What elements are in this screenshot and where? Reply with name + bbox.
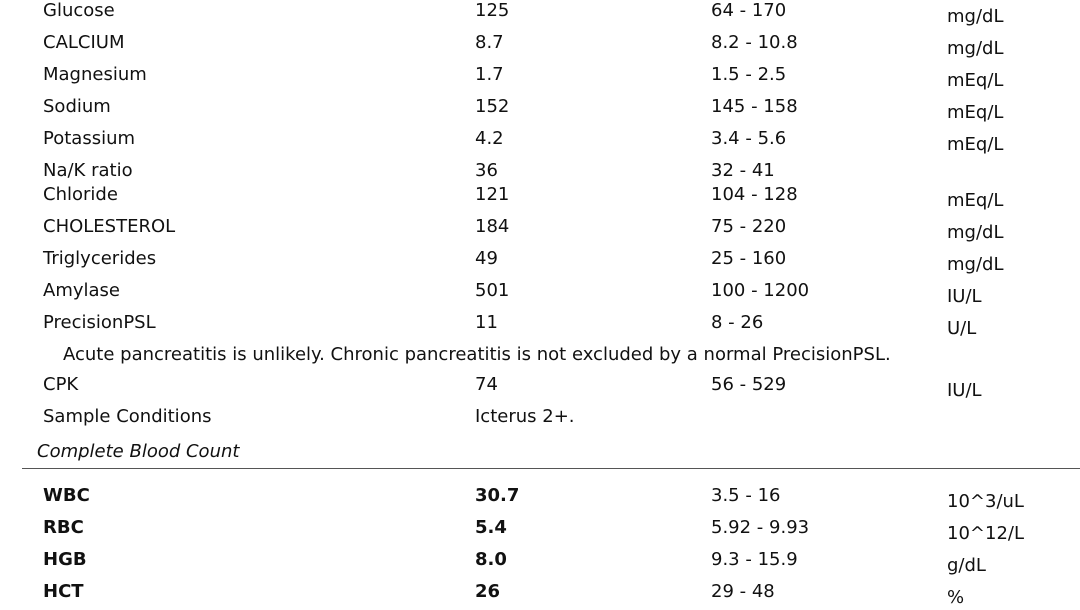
reference-range: 9.3 - 15.9 xyxy=(711,549,798,570)
test-value: 74 xyxy=(475,374,498,395)
result-row-magnesium xyxy=(0,64,1080,90)
test-value: 501 xyxy=(475,280,510,301)
result-row-wbc xyxy=(0,485,1080,511)
test-name: Amylase xyxy=(43,280,120,301)
result-row-na-k-ratio xyxy=(0,160,1080,186)
reference-range: 104 - 128 xyxy=(711,184,798,205)
reference-range: 25 - 160 xyxy=(711,248,787,269)
test-unit: IU/L xyxy=(947,380,982,401)
test-name: CPK xyxy=(43,374,79,395)
test-name: Chloride xyxy=(43,184,118,205)
test-unit: mg/dL xyxy=(947,38,1004,59)
test-value: 36 xyxy=(475,160,498,181)
reference-range: 100 - 1200 xyxy=(711,280,810,301)
test-name: Glucose xyxy=(43,0,115,21)
result-row-rbc xyxy=(0,517,1080,543)
reference-range: 3.4 - 5.6 xyxy=(711,128,787,149)
test-value: 4.2 xyxy=(475,128,504,149)
test-unit: IU/L xyxy=(947,286,982,307)
test-unit: mEq/L xyxy=(947,134,1004,155)
result-row-hct xyxy=(0,581,1080,607)
reference-range: 64 - 170 xyxy=(711,0,787,21)
test-value: 184 xyxy=(475,216,510,237)
test-value: 49 xyxy=(475,248,498,269)
result-row-glucose xyxy=(0,0,1080,26)
sample-conditions-value: Icterus 2+. xyxy=(475,406,575,427)
reference-range: 3.5 - 16 xyxy=(711,485,781,506)
interpretation-note: Acute pancreatitis is unlikely. Chronic pancreatitis is not excluded by a normal PrecisionPSL. xyxy=(63,344,891,365)
test-unit: mEq/L xyxy=(947,190,1004,211)
test-unit: % xyxy=(947,587,965,608)
test-name: CALCIUM xyxy=(43,32,125,53)
test-unit: U/L xyxy=(947,318,977,339)
result-row-calcium xyxy=(0,32,1080,58)
test-name: CHOLESTEROL xyxy=(43,216,176,237)
test-name: RBC xyxy=(43,517,84,538)
result-row-amylase xyxy=(0,280,1080,306)
test-name: HGB xyxy=(43,549,87,570)
test-value: 5.4 xyxy=(475,517,507,538)
test-value: 121 xyxy=(475,184,510,205)
test-value: 30.7 xyxy=(475,485,520,506)
reference-range: 145 - 158 xyxy=(711,96,798,117)
sample-conditions-label: Sample Conditions xyxy=(43,406,212,427)
test-name: Potassium xyxy=(43,128,136,149)
section-title-cbc: Complete Blood Count xyxy=(37,441,240,462)
reference-range: 56 - 529 xyxy=(711,374,787,395)
test-name: Na/K ratio xyxy=(43,160,133,181)
result-row-precisionpsl xyxy=(0,312,1080,338)
reference-range: 75 - 220 xyxy=(711,216,787,237)
test-unit: 10^3/uL xyxy=(947,491,1024,512)
test-value: 11 xyxy=(475,312,498,333)
test-value: 26 xyxy=(475,581,501,602)
result-row-cpk xyxy=(0,374,1080,400)
reference-range: 8.2 - 10.8 xyxy=(711,32,798,53)
test-unit: mg/dL xyxy=(947,6,1004,27)
reference-range: 5.92 - 9.93 xyxy=(711,517,810,538)
reference-range: 29 - 48 xyxy=(711,581,775,602)
test-unit: mg/dL xyxy=(947,254,1004,275)
result-row-sodium xyxy=(0,96,1080,122)
test-name: Sodium xyxy=(43,96,111,117)
test-value: 125 xyxy=(475,0,510,21)
test-name: Magnesium xyxy=(43,64,147,85)
test-unit: mg/dL xyxy=(947,222,1004,243)
test-unit: g/dL xyxy=(947,555,986,576)
result-row-hgb xyxy=(0,549,1080,575)
result-row-potassium xyxy=(0,128,1080,154)
sample-conditions-row xyxy=(0,406,1080,432)
test-value: 8.0 xyxy=(475,549,507,570)
section-divider xyxy=(22,468,1080,469)
test-value: 8.7 xyxy=(475,32,504,53)
test-unit: mEq/L xyxy=(947,102,1004,123)
result-row-triglycerides xyxy=(0,248,1080,274)
test-value: 1.7 xyxy=(475,64,504,85)
test-unit: mEq/L xyxy=(947,70,1004,91)
reference-range: 32 - 41 xyxy=(711,160,775,181)
result-row-chloride xyxy=(0,184,1080,210)
test-name: Triglycerides xyxy=(43,248,157,269)
reference-range: 1.5 - 2.5 xyxy=(711,64,787,85)
test-value: 152 xyxy=(475,96,510,117)
result-row-cholesterol xyxy=(0,216,1080,242)
test-name: HCT xyxy=(43,581,84,602)
test-unit: 10^12/L xyxy=(947,523,1024,544)
reference-range: 8 - 26 xyxy=(711,312,764,333)
test-name: PrecisionPSL xyxy=(43,312,156,333)
test-name: WBC xyxy=(43,485,90,506)
